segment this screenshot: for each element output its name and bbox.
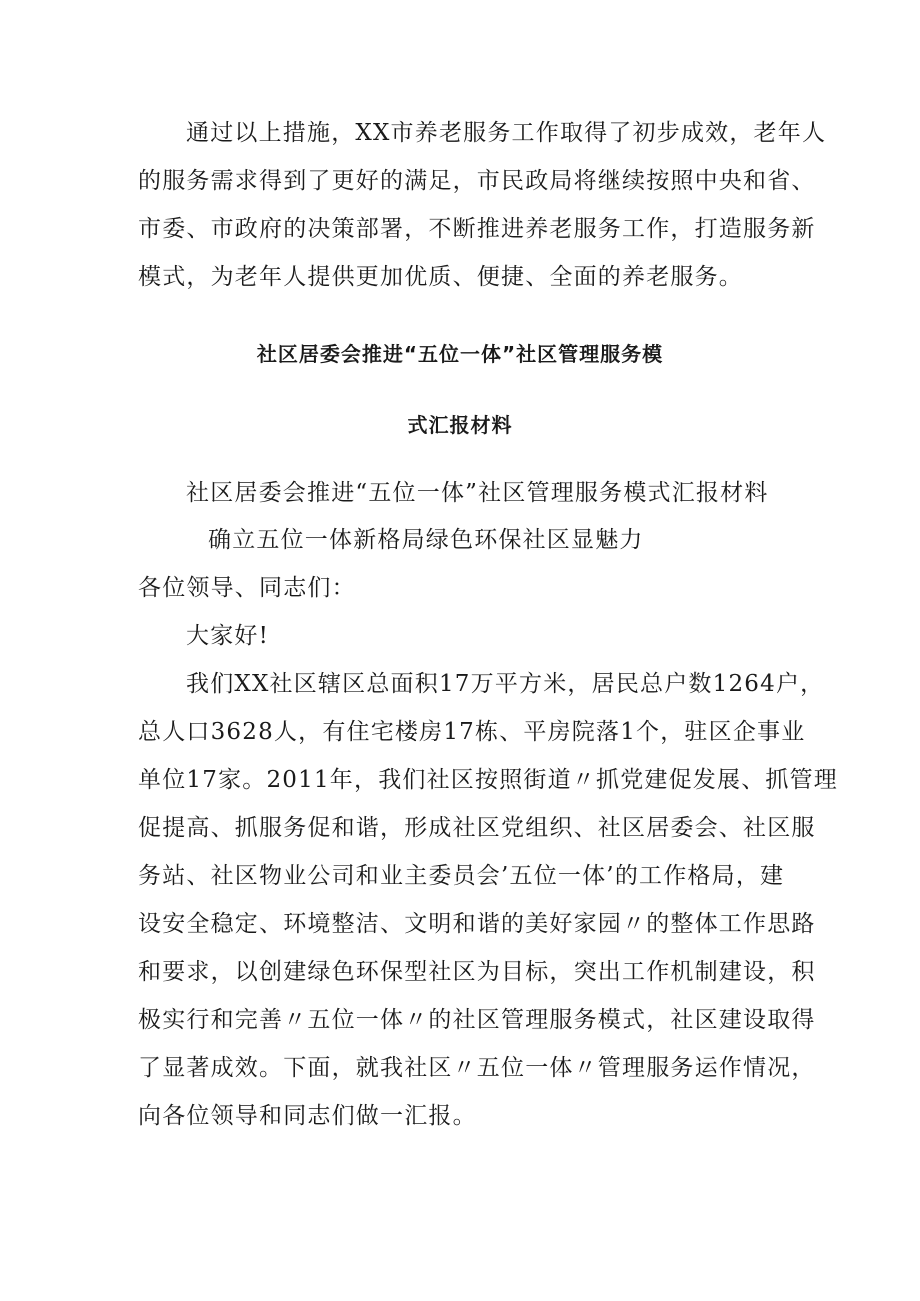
body-line-8: 极实行和完善〃五位一体〃的社区管理服务模式，社区建设取得 — [138, 1007, 816, 1033]
salutation: 各位领导、同志们： — [138, 575, 356, 601]
body-line-9: 了显著成效。下面，就我社区〃五位一体〃管理服务运作情况， — [138, 1055, 816, 1081]
greeting: 大家好! — [186, 623, 270, 649]
intro-line-4: 模式，为老年人提供更加优质、便捷、全面的养老服务。 — [138, 264, 743, 290]
intro-line-2: 的服务需求得到了更好的满足，市民政局将继续按照中央和省、 — [138, 168, 816, 194]
body-line-3: 单位17家。2011年，我们社区按照街道〃抓党建促发展、抓管理 — [138, 767, 838, 793]
subheading: 确立五位一体新格局绿色环保社区显魅力 — [208, 527, 644, 553]
body-line-6: 设安全稳定、环境整洁、文明和谐的美好家园〃的整体工作思路 — [138, 911, 816, 937]
intro-line-1: 通过以上措施，XX市养老服务工作取得了初步成效，老年人 — [186, 120, 827, 146]
document-title-line-2: 式汇报材料 — [407, 413, 513, 437]
body-line-2: 总人口3628人，有住宅楼房17栋、平房院落1个，驻区企事业 — [138, 719, 806, 745]
body-line-7: 和要求，以创建绿色环保型社区为目标，突出工作机制建设，积 — [138, 959, 816, 985]
body-line-1: 我们XX社区辖区总面积17万平方米，居民总户数1264户， — [186, 671, 825, 697]
body-line-5: 务站、社区物业公司和业主委员会’五位一体’的工作格局，建 — [138, 863, 785, 889]
document-title-line-1: 社区居委会推进“五位一体”社区管理服务模 — [256, 342, 664, 366]
subtitle: 社区居委会推进“五位一体”社区管理服务模式汇报材料 — [186, 480, 769, 506]
body-line-4: 促提高、抓服务促和谐，形成社区党组织、社区居委会、社区服 — [138, 815, 816, 841]
intro-line-3: 市委、市政府的决策部署，不断推进养老服务工作，打造服务新 — [138, 216, 816, 242]
body-line-10: 向各位领导和同志们做一汇报。 — [138, 1103, 477, 1129]
